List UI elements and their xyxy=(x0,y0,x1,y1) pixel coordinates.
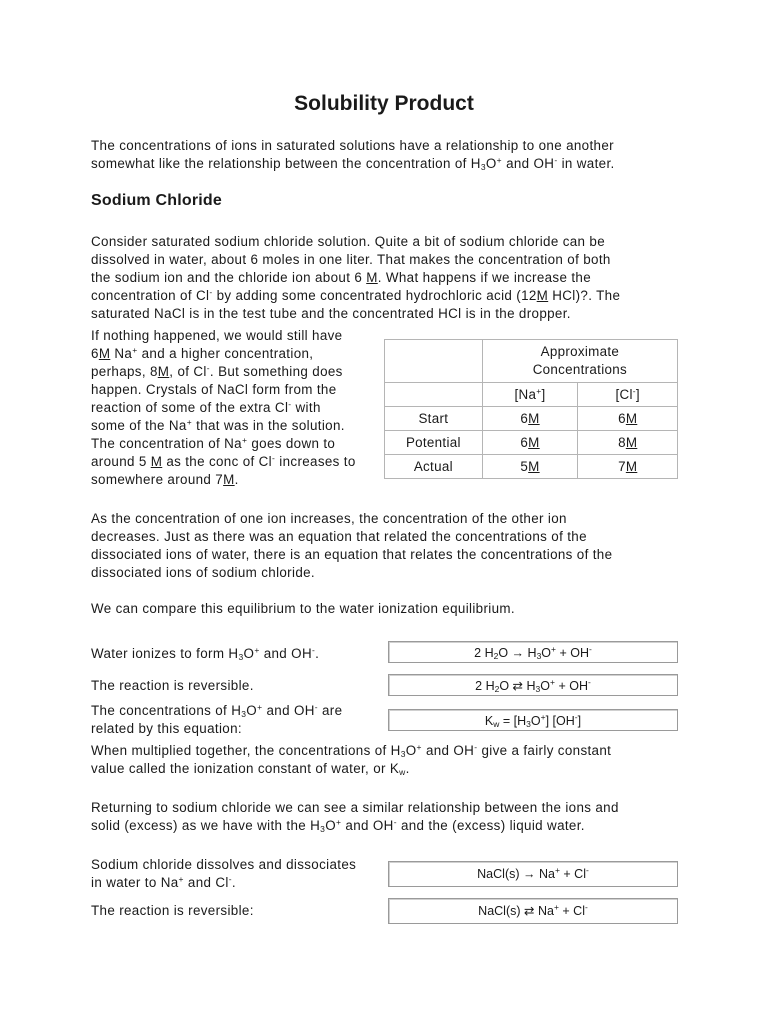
paragraph-compare: We can compare this equilibrium to the water ionization equilibrium. xyxy=(91,601,515,616)
paragraph-multiplied: When multiplied together, the concentrations of $H_3O^+$ and OH- give a fairly constant value called the ionization constant of water, or $K_w$. xyxy=(91,742,612,777)
arrow-forward-icon: → xyxy=(511,646,525,660)
nacl-dissolves-label: Sodium chloride dissolves and dissociates in water to Na+ and Cl-. xyxy=(91,857,357,890)
concentrations-related-label: The concentrations of $H_3O^+$ and OH- are related by this equation: xyxy=(91,702,343,736)
table-row: Actual 5M 7M xyxy=(385,455,678,479)
equation-kw: $K_w = [H_3O^+]$ [OH-] xyxy=(388,709,678,731)
table-col-cl: [Cl-] xyxy=(578,383,678,407)
table-header-approx: Approximate Concentrations xyxy=(482,340,677,383)
table-row: Potential 6M 8M xyxy=(385,431,678,455)
paragraph-consider: Consider saturated sodium chloride solution. Quite a bit of sodium chloride can be dissolved in water, about 6 moles in one liter. That makes the concentration of both the sodium ion and the chloride ion about 6 M. What happens if we increase the concentration of Cl- by adding some concentrated hydrochloric acid (12M HCl)?. The saturated NaCl is in the test tube and the concentrated HCl is in the dropper. xyxy=(91,234,621,321)
section-heading-sodium-chloride: Sodium Chloride xyxy=(91,192,222,209)
paragraph-as-concentration: As the concentration of one ion increases, the concentration of the other ion decreases. Just as there was an equation that related the concentrations of the dissociated ions of water, there is an equation that relates the concentrations of the dissociated ions of sodium chloride. xyxy=(91,511,613,580)
table-corner-cell xyxy=(385,340,483,383)
arrow-reversible-icon: ⇄ xyxy=(524,904,535,918)
equation-water-ionization: 2 $H_2O \to H_3O^+ + OH^-$ xyxy=(388,641,678,663)
equation-nacl-dissociation: NaCl(s) → Na+ + Cl- xyxy=(388,861,678,887)
table-col-na: [Na+] xyxy=(482,383,578,407)
table-row: Start 6M 6M xyxy=(385,407,678,431)
intro-paragraph: The concentrations of ions in saturated solutions have a relationship to one another somewhat like the relationship between the concentration of $H_3O^+$ and OH- in water. xyxy=(91,138,615,172)
paragraph-if-nothing-happened: If nothing happened, we would still have 6M Na+ and a higher concentration, perhaps, 8M, of Cl-. But something does happen. Crystals of NaCl form from the reaction of some of the extra Cl- with some of the Na+ that was in the solution. The concentration of Na+ goes down to around 5 M as the conc of Cl- increases to somewhere around 7M. xyxy=(91,328,356,487)
equation-nacl-reversible: NaCl(s) ⇄ Na+ + Cl- xyxy=(388,898,678,924)
page-title: Solubility Product xyxy=(294,92,474,115)
arrow-forward-icon: → xyxy=(523,867,536,881)
equation-water-reversible: 2 $H_2O$ ⇄ $H_3O^+ + OH^-$ xyxy=(388,674,678,696)
arrow-reversible-icon: ⇄ xyxy=(512,679,524,693)
nacl-reversible-label: The reaction is reversible: xyxy=(91,903,254,918)
reaction-reversible-label: The reaction is reversible. xyxy=(91,678,254,693)
concentration-table xyxy=(384,339,678,479)
water-ionizes-label: Water ionizes to form $H_3O^+$ and OH-. xyxy=(91,645,320,662)
paragraph-returning: Returning to sodium chloride we can see a similar relationship between the ions and solid (excess) as we have with the $H_3O^+$ and OH- and the (excess) liquid water. xyxy=(91,800,619,834)
table-empty-cell xyxy=(385,383,483,407)
